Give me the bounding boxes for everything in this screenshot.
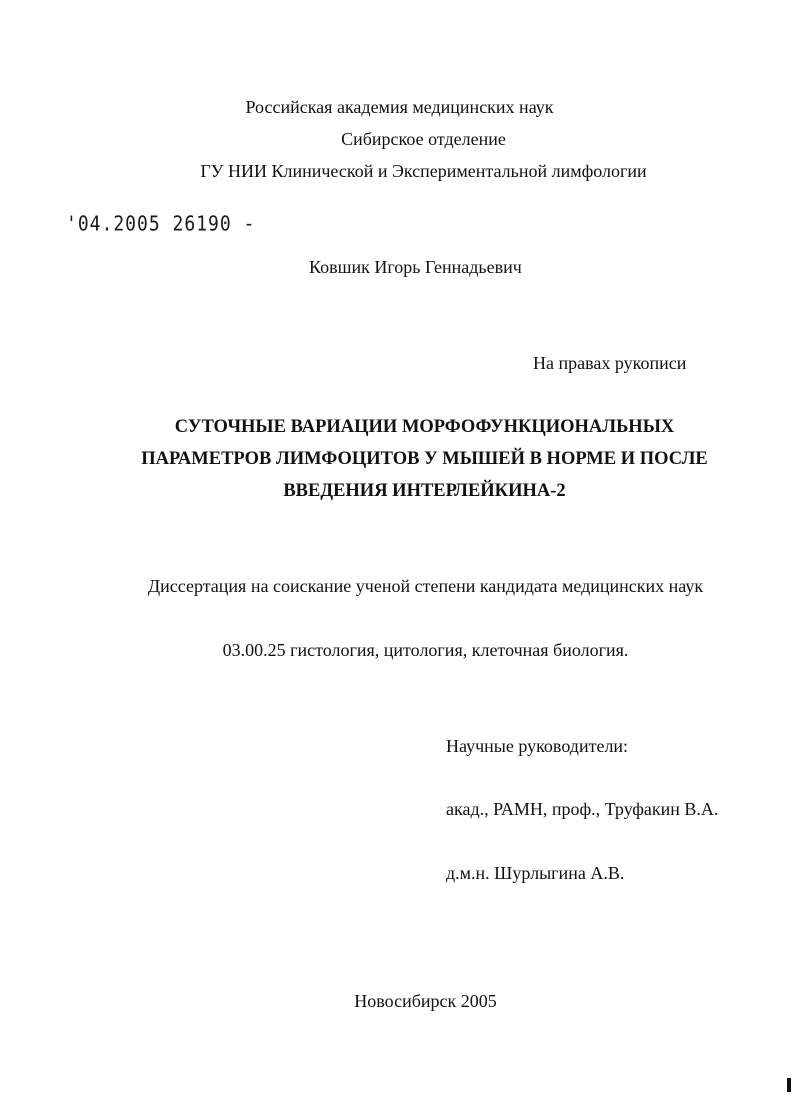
specialty-code: 03.00.25 гистология, цитология, клеточная биология. bbox=[222, 640, 629, 660]
supervisor-item: д.м.н. Шурлыгина А.В. bbox=[446, 863, 625, 883]
scan-edge-mark bbox=[787, 1078, 791, 1092]
academy-name: Российская академия медицинских наук bbox=[245, 97, 554, 117]
institute-name: ГУ НИИ Клинической и Экспериментальной лимфологии bbox=[200, 161, 647, 181]
dissertation-title-line-1: СУТОЧНЫЕ ВАРИАЦИИ МОРФОФУНКЦИОНАЛЬНЫХ bbox=[174, 417, 675, 437]
city-year: Новосибирск 2005 bbox=[354, 991, 497, 1011]
manuscript-rights-label: На правах рукописи bbox=[533, 353, 687, 373]
author-name: Ковшик Игорь Геннадьевич bbox=[309, 257, 522, 277]
branch-name: Сибирское отделение bbox=[341, 129, 506, 149]
dissertation-title-line-3: ВВЕДЕНИЯ ИНТЕРЛЕЙКИНА-2 bbox=[283, 481, 566, 501]
registration-stamp: '04.2005 26190 - bbox=[66, 212, 256, 237]
degree-statement: Диссертация на соискание ученой степени кандидата медицинских наук bbox=[147, 576, 704, 596]
supervisors-heading: Научные руководители: bbox=[446, 736, 629, 756]
supervisor-item: акад., РАМН, проф., Труфакин В.А. bbox=[446, 799, 719, 819]
dissertation-title-line-2: ПАРАМЕТРОВ ЛИМФОЦИТОВ У МЫШЕЙ В НОРМЕ И ПОСЛЕ bbox=[141, 449, 708, 469]
